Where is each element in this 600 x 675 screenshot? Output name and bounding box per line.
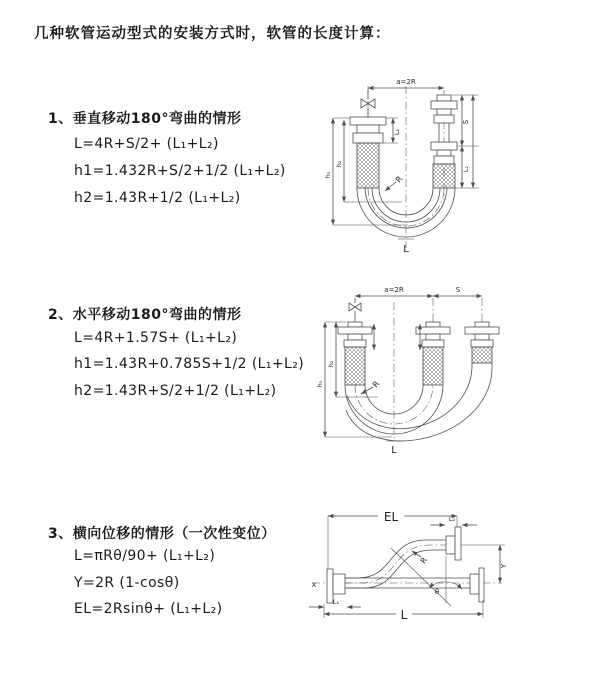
section-1-heading: 1、垂直移动180°弯曲的情形: [48, 111, 242, 127]
diagram-horizontal-180: [316, 286, 499, 456]
valve-icon: [349, 303, 361, 311]
d2-left-connector: [338, 298, 372, 385]
d3-label-r: R: [418, 555, 430, 566]
d2-label-l: L: [391, 445, 397, 456]
d3-label-el: EL: [383, 510, 399, 524]
braided-section: [423, 347, 443, 385]
d3-label-x-mark: X: [311, 581, 317, 589]
d1-label-a2r: a=2R: [396, 78, 416, 86]
d3-label-l1: L₁: [332, 598, 340, 606]
d2-label-h1: h₁: [316, 380, 324, 388]
section-2-formula-h1: h1=1.43R+0.785S+1/2 (L₁+L₂): [74, 356, 305, 372]
section-1-formula-h1: h1=1.432R+S/2+1/2 (L₁+L₂): [74, 163, 286, 179]
section-1-formula-L: L=4R+S/2+ (L₁+L₂): [74, 136, 219, 152]
section-2-heading: 2、水平移动180°弯曲的情形: [48, 307, 242, 323]
section-3-heading: 3、横向位移的情形（一次性变位）: [48, 526, 276, 542]
d3-label-theta: θ: [434, 588, 440, 596]
d3-dimensions: [309, 510, 508, 622]
d1-label-h1: h₁: [324, 171, 332, 179]
d2-label-h2: h₂: [327, 360, 335, 368]
d3-top-flange: [446, 527, 461, 560]
section-3-formula-EL: EL=2Rsinθ+ (L₁+L₂): [74, 601, 223, 617]
d2-label-r: R: [370, 379, 382, 390]
section-2-formula-h2: h2=1.43R+S/2+1/2 (L₁+L₂): [74, 383, 277, 399]
d3-label-l: L: [400, 608, 408, 622]
d3-label-l2: L₂: [448, 515, 456, 523]
d1-label-l: L: [403, 244, 409, 255]
d1-label-l1: L₁: [393, 128, 401, 136]
braided-section: [472, 347, 492, 363]
d2-label-a2r: a=2R: [384, 286, 404, 294]
braided-section: [345, 347, 365, 385]
diagram-lateral-displacement: [309, 510, 508, 622]
section-1-formula-h2: h2=1.43R+1/2 (L₁+L₂): [74, 190, 241, 206]
section-2-formula-L: L=4R+1.57S+ (L₁+L₂): [74, 330, 238, 346]
braided-section: [433, 164, 455, 188]
d1-label-r: R: [393, 174, 405, 185]
d1-label-h2: h₂: [335, 160, 343, 168]
d2-hose-arcs: [345, 363, 492, 441]
section-3-formula-Y: Y=2R (1-cosθ): [74, 575, 180, 591]
d1-label-s: S: [462, 119, 470, 125]
page-title: 几种软管运动型式的安装方式时，软管的长度计算：: [34, 26, 391, 42]
d3-label-y: Y: [500, 563, 508, 569]
d2-middle-connector: [416, 322, 450, 385]
d2-dimensions: [316, 286, 482, 456]
d3-right-flange: [470, 568, 484, 602]
d1-label-l2: L₂: [462, 165, 470, 173]
d2-label-s: S: [455, 286, 461, 294]
section-3-formula-L: L=πRθ/90+ (L₁+L₂): [74, 548, 216, 564]
braided-section: [357, 143, 379, 188]
d2-right-connector: [465, 322, 499, 363]
diagram-vertical-180: [324, 78, 479, 255]
